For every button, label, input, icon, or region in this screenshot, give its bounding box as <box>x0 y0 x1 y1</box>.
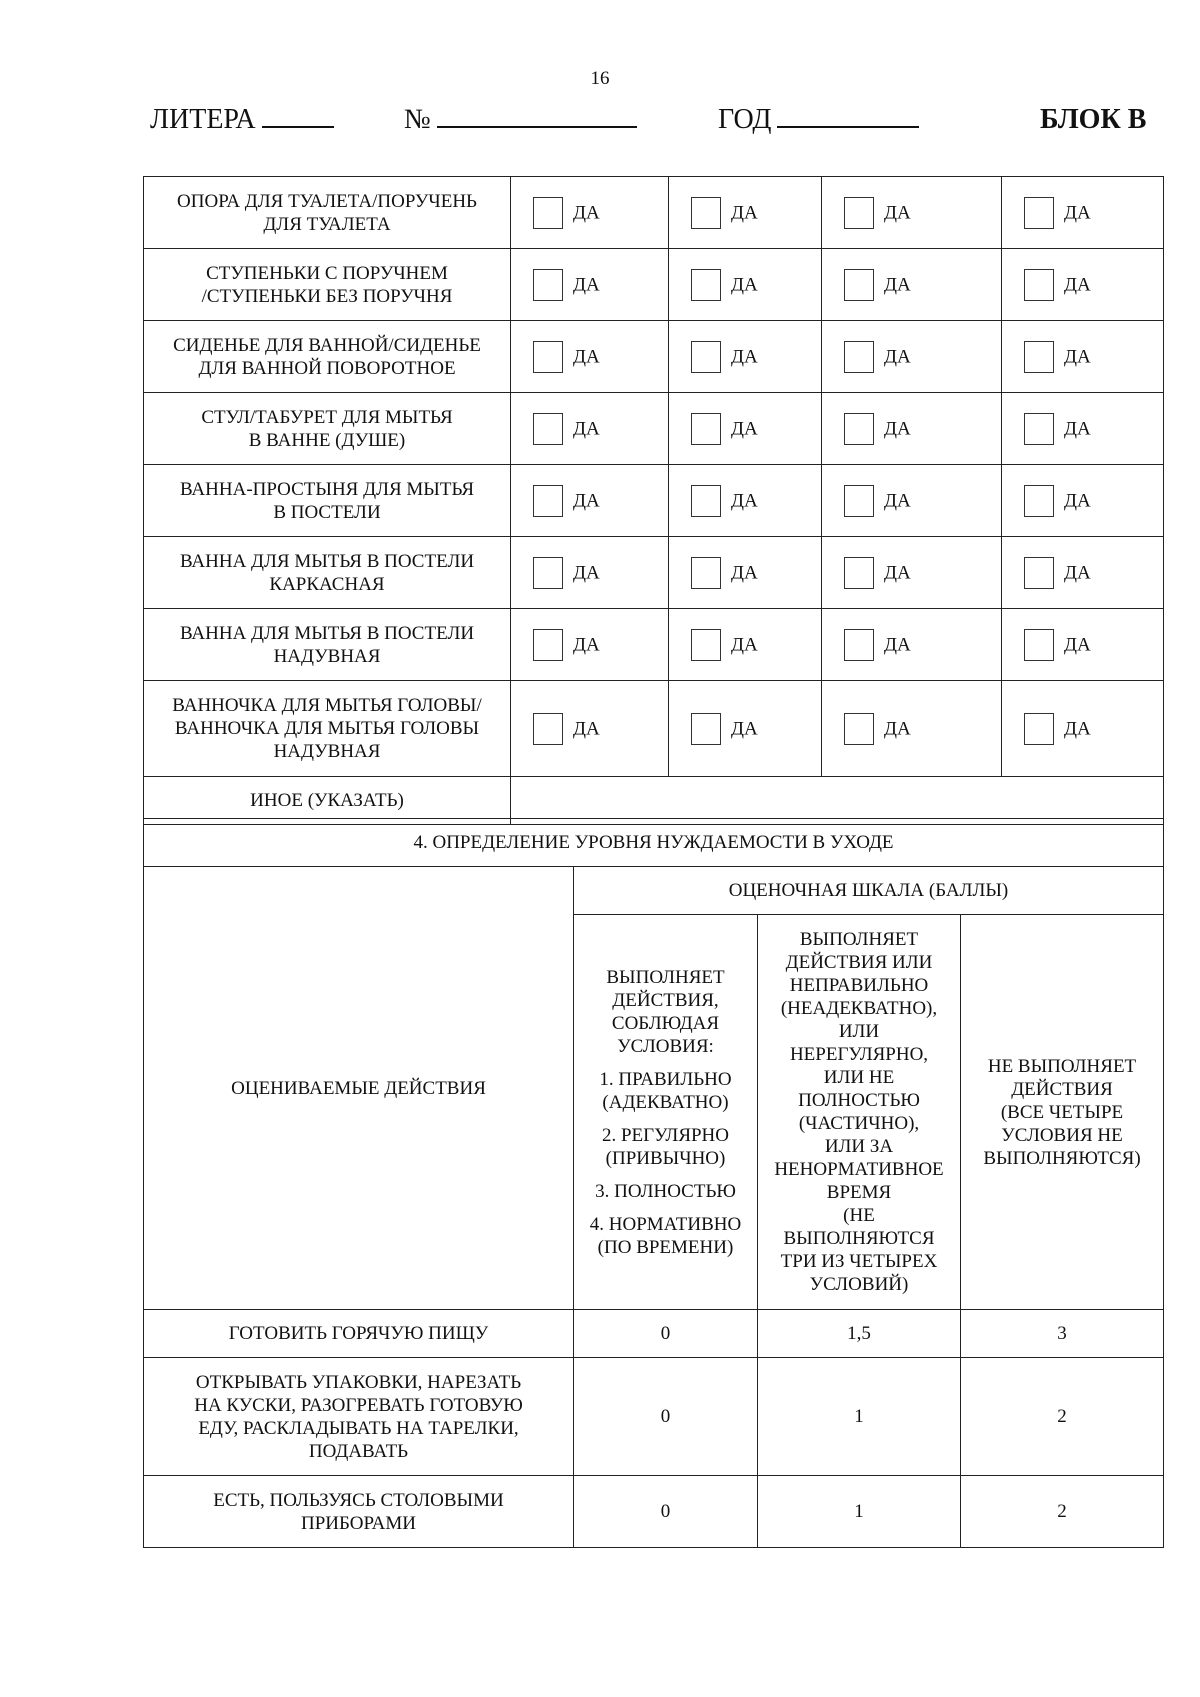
yes-checkbox[interactable] <box>691 557 721 589</box>
text-line: 1. ПРАВИЛЬНО <box>599 1068 732 1090</box>
aid-item-label <box>144 249 511 321</box>
text-line: ЕДУ, РАСКЛАДЫВАТЬ НА ТАРЕЛКИ, <box>198 1417 519 1439</box>
yes-label: ДА <box>884 634 911 655</box>
scale-col-full <box>574 915 758 1310</box>
yes-label: ДА <box>573 346 600 367</box>
yes-checkbox[interactable] <box>1024 413 1054 445</box>
text-line: УСЛОВИЯ: <box>617 1035 714 1057</box>
number-label: № <box>404 104 431 135</box>
text-line: НА КУСКИ, РАЗОГРЕВАТЬ ГОТОВУЮ <box>194 1394 523 1416</box>
text-line: ИЛИ <box>838 1021 880 1042</box>
yes-option-cell <box>1002 537 1164 609</box>
condition-item <box>574 1213 757 1259</box>
yes-checkbox[interactable] <box>533 413 563 445</box>
yes-option-cell <box>822 681 1002 777</box>
text-line: (НЕ <box>843 1205 875 1226</box>
text-line: ГОТОВИТЬ ГОРЯЧУЮ ПИЩУ <box>228 1323 489 1344</box>
yes-checkbox[interactable] <box>1024 629 1054 661</box>
text-line: СОБЛЮДАЯ <box>611 1012 720 1034</box>
yes-option-cell <box>511 609 669 681</box>
yes-checkbox[interactable] <box>844 413 874 445</box>
yes-checkbox[interactable] <box>533 713 563 745</box>
yes-label: ДА <box>731 562 758 583</box>
yes-option-cell <box>822 249 1002 321</box>
text-line: 3. ПОЛНОСТЬЮ <box>595 1180 736 1202</box>
page-number: 16 <box>590 68 610 89</box>
aid-item-label <box>144 609 511 681</box>
yes-label: ДА <box>731 274 758 295</box>
yes-label: ДА <box>884 718 911 739</box>
yes-option-cell <box>669 393 822 465</box>
text-line: ВЫПОЛНЯЮТСЯ <box>783 1228 935 1249</box>
litera-blank[interactable] <box>262 104 334 128</box>
score-cell[interactable]: 2 <box>961 1476 1164 1548</box>
score-cell[interactable]: 1 <box>758 1476 961 1548</box>
yes-checkbox[interactable] <box>1024 713 1054 745</box>
yes-label: ДА <box>573 202 600 223</box>
yes-label: ДА <box>1064 634 1091 655</box>
yes-label: ДА <box>573 490 600 511</box>
yes-option-cell <box>822 465 1002 537</box>
yes-checkbox[interactable] <box>533 485 563 517</box>
yes-option-cell <box>822 177 1002 249</box>
checklist-row <box>144 177 1164 249</box>
yes-option-cell <box>822 609 1002 681</box>
yes-label: ДА <box>884 562 911 583</box>
yes-label: ДА <box>1064 562 1091 583</box>
yes-label: ДА <box>1064 490 1091 511</box>
yes-checkbox[interactable] <box>844 197 874 229</box>
text-line: СТУПЕНЬКИ С ПОРУЧНЕМ <box>206 262 448 284</box>
yes-option-cell <box>1002 609 1164 681</box>
text-line: ОПОРА ДЛЯ ТУАЛЕТА/ПОРУЧЕНЬ <box>177 190 477 212</box>
yes-option-cell <box>669 609 822 681</box>
yes-option-cell <box>669 681 822 777</box>
text-line: ПОДАВАТЬ <box>308 1440 409 1462</box>
aid-item-label <box>144 393 511 465</box>
actions-header: ОЦЕНИВАЕМЫЕ ДЕЙСТВИЯ <box>144 867 574 1310</box>
score-cell[interactable]: 1 <box>758 1358 961 1476</box>
yes-checkbox[interactable] <box>533 341 563 373</box>
text-line: (НЕАДЕКВАТНО), <box>780 998 938 1019</box>
yes-option-cell <box>669 465 822 537</box>
yes-label: ДА <box>731 202 758 223</box>
yes-checkbox[interactable] <box>533 197 563 229</box>
yes-label: ДА <box>731 718 758 739</box>
yes-checkbox[interactable] <box>533 557 563 589</box>
yes-checkbox[interactable] <box>691 413 721 445</box>
yes-checkbox[interactable] <box>844 341 874 373</box>
text-line: ЕСТЬ, ПОЛЬЗУЯСЬ СТОЛОВЫМИ <box>213 1489 504 1511</box>
text-line: (ЧАСТИЧНО), <box>798 1113 920 1134</box>
scale-col-partial <box>758 915 961 1310</box>
text-line: ДЕЙСТВИЯ, <box>612 989 719 1011</box>
score-cell[interactable]: 0 <box>574 1358 758 1476</box>
yes-checkbox[interactable] <box>691 629 721 661</box>
yes-option-cell <box>511 177 669 249</box>
text-line: ВАННА ДЛЯ МЫТЬЯ В ПОСТЕЛИ <box>179 550 475 572</box>
text-line: (АДЕКВАТНО) <box>602 1091 729 1113</box>
action-label <box>144 1358 574 1476</box>
yes-checkbox[interactable] <box>691 197 721 229</box>
yes-option-cell <box>1002 249 1164 321</box>
yes-label: ДА <box>1064 718 1091 739</box>
text-line: ВРЕМЯ <box>826 1182 892 1203</box>
yes-label: ДА <box>884 418 911 439</box>
aid-item-label <box>144 537 511 609</box>
aid-item-label <box>144 465 511 537</box>
checklist-row <box>144 465 1164 537</box>
yes-checkbox[interactable] <box>844 557 874 589</box>
year-field <box>718 104 771 136</box>
text-line: В ПОСТЕЛИ <box>273 501 381 523</box>
text-line: ИЛИ ЗА <box>824 1136 894 1157</box>
yes-option-cell <box>1002 465 1164 537</box>
condition-item <box>574 1068 757 1114</box>
col1-intro <box>574 966 757 1058</box>
yes-option-cell <box>822 393 1002 465</box>
yes-label: ДА <box>573 562 600 583</box>
scale-header: ОЦЕНОЧНАЯ ШКАЛА (БАЛЛЫ) <box>574 867 1164 915</box>
care-needs-table <box>143 818 1164 1548</box>
yes-checkbox[interactable] <box>691 713 721 745</box>
checklist-row <box>144 681 1164 777</box>
text-line: 4. НОРМАТИВНО <box>589 1213 742 1235</box>
yes-label: ДА <box>884 202 911 223</box>
text-line: (ВСЕ ЧЕТЫРЕ <box>1000 1101 1124 1123</box>
yes-label: ДА <box>731 490 758 511</box>
care-action-row <box>144 1358 1164 1476</box>
care-action-row <box>144 1310 1164 1358</box>
text-line: ИЛИ НЕ <box>823 1067 895 1088</box>
litera-field <box>150 104 256 136</box>
yes-option-cell <box>669 249 822 321</box>
yes-label: ДА <box>573 418 600 439</box>
text-line: ДЕЙСТВИЯ ИЛИ <box>785 952 933 973</box>
text-line: 2. РЕГУЛЯРНО <box>601 1124 730 1146</box>
yes-option-cell <box>511 321 669 393</box>
text-line: ВАННОЧКА ДЛЯ МЫТЬЯ ГОЛОВЫ/ <box>172 695 482 716</box>
text-line: (ПРИВЫЧНО) <box>605 1147 726 1169</box>
yes-checkbox[interactable] <box>1024 557 1054 589</box>
yes-checkbox[interactable] <box>844 713 874 745</box>
yes-option-cell <box>669 177 822 249</box>
yes-option-cell <box>511 465 669 537</box>
yes-label: ДА <box>884 346 911 367</box>
yes-label: ДА <box>731 418 758 439</box>
yes-label: ДА <box>731 346 758 367</box>
text-line: ВЫПОЛНЯЮТСЯ) <box>983 1147 1141 1169</box>
yes-checkbox[interactable] <box>533 269 563 301</box>
yes-checkbox[interactable] <box>844 269 874 301</box>
text-line: НЕПРАВИЛЬНО <box>789 975 929 996</box>
condition-item <box>574 1124 757 1170</box>
text-line: НАДУВНАЯ <box>273 645 381 667</box>
yes-option-cell <box>511 681 669 777</box>
scale-col-none <box>961 915 1164 1310</box>
yes-option-cell <box>669 321 822 393</box>
aid-item-label <box>144 177 511 249</box>
text-line: НАДУВНАЯ <box>273 741 381 762</box>
text-line: СИДЕНЬЕ ДЛЯ ВАННОЙ/СИДЕНЬЕ <box>173 334 481 356</box>
other-label: ИНОЕ (УКАЗАТЬ) <box>144 777 511 825</box>
care-action-row <box>144 1476 1164 1548</box>
yes-checkbox[interactable] <box>1024 269 1054 301</box>
score-cell[interactable]: 0 <box>574 1476 758 1548</box>
text-line: ДЕЙСТВИЯ <box>1011 1078 1113 1100</box>
checklist-row <box>144 537 1164 609</box>
litera-label: ЛИТЕРА <box>150 104 256 135</box>
text-line: НЕ ВЫПОЛНЯЕТ <box>987 1055 1137 1077</box>
score-cell[interactable]: 0 <box>574 1310 758 1358</box>
yes-option-cell <box>511 249 669 321</box>
checklist-row <box>144 249 1164 321</box>
yes-label: ДА <box>731 634 758 655</box>
yes-checkbox[interactable] <box>844 485 874 517</box>
yes-option-cell <box>1002 321 1164 393</box>
yes-checkbox[interactable] <box>844 629 874 661</box>
text-line: ОТКРЫВАТЬ УПАКОВКИ, НАРЕЗАТЬ <box>195 1371 522 1393</box>
checklist-row <box>144 393 1164 465</box>
yes-option-cell <box>669 537 822 609</box>
text-line: ВАННОЧКА ДЛЯ МЫТЬЯ ГОЛОВЫ <box>174 718 480 739</box>
yes-option-cell <box>1002 393 1164 465</box>
yes-label: ДА <box>1064 346 1091 367</box>
text-line: НЕРЕГУЛЯРНО, <box>789 1044 929 1065</box>
aid-item-label <box>144 681 511 777</box>
text-line: ТРИ ИЗ ЧЕТЫРЕХ <box>780 1251 938 1272</box>
care-section-title: 4. ОПРЕДЕЛЕНИЕ УРОВНЯ НУЖДАЕМОСТИ В УХОДЕ <box>144 819 1164 867</box>
text-line: УСЛОВИЙ) <box>809 1274 909 1295</box>
text-line: ПОЛНОСТЬЮ <box>798 1090 920 1111</box>
text-line: СТУЛ/ТАБУРЕТ ДЛЯ МЫТЬЯ <box>201 406 453 428</box>
text-line: ПРИБОРАМИ <box>301 1512 416 1534</box>
action-label <box>144 1476 574 1548</box>
year-label: ГОД <box>718 104 772 135</box>
yes-checkbox[interactable] <box>691 269 721 301</box>
action-label <box>144 1310 574 1358</box>
yes-checkbox[interactable] <box>691 485 721 517</box>
yes-option-cell <box>822 537 1002 609</box>
text-line: /СТУПЕНЬКИ БЕЗ ПОРУЧНЯ <box>201 285 453 307</box>
text-line: ВЫПОЛНЯЕТ <box>799 929 919 950</box>
yes-checkbox[interactable] <box>1024 197 1054 229</box>
checklist-row <box>144 609 1164 681</box>
text-line: КАРКАСНАЯ <box>269 573 385 595</box>
yes-option-cell <box>511 537 669 609</box>
yes-label: ДА <box>1064 418 1091 439</box>
yes-label: ДА <box>573 274 600 295</box>
yes-checkbox[interactable] <box>691 341 721 373</box>
yes-option-cell <box>1002 681 1164 777</box>
yes-option-cell <box>822 321 1002 393</box>
yes-checkbox[interactable] <box>1024 341 1054 373</box>
score-cell[interactable]: 1,5 <box>758 1310 961 1358</box>
yes-checkbox[interactable] <box>533 629 563 661</box>
aids-checklist-table <box>143 176 1164 825</box>
number-field <box>404 104 431 136</box>
checklist-row <box>144 321 1164 393</box>
text-line: ДЛЯ ВАННОЙ ПОВОРОТНОЕ <box>198 357 456 379</box>
condition-item <box>574 1180 757 1203</box>
yes-label: ДА <box>573 634 600 655</box>
text-line: НЕНОРМАТИВНОЕ <box>774 1159 944 1180</box>
yes-label: ДА <box>1064 202 1091 223</box>
yes-checkbox[interactable] <box>1024 485 1054 517</box>
yes-option-cell <box>511 393 669 465</box>
yes-label: ДА <box>884 490 911 511</box>
yes-label: ДА <box>1064 274 1091 295</box>
year-blank[interactable] <box>777 104 919 128</box>
text-line: ВАННА ДЛЯ МЫТЬЯ В ПОСТЕЛИ <box>179 622 475 644</box>
yes-label: ДА <box>573 718 600 739</box>
score-cell[interactable]: 3 <box>961 1310 1164 1358</box>
yes-label: ДА <box>884 274 911 295</box>
text-line: ВЫПОЛНЯЕТ <box>606 966 725 988</box>
text-line: (ПО ВРЕМЕНИ) <box>597 1236 734 1258</box>
text-line: ВАННА-ПРОСТЫНЯ ДЛЯ МЫТЬЯ <box>179 478 475 500</box>
text-line: ДЛЯ ТУАЛЕТА <box>263 213 391 235</box>
block-label: БЛОК В <box>1040 104 1147 135</box>
score-cell[interactable]: 2 <box>961 1358 1164 1476</box>
form-header <box>150 104 1150 140</box>
aid-item-label <box>144 321 511 393</box>
yes-option-cell <box>1002 177 1164 249</box>
text-line: В ВАННЕ (ДУШЕ) <box>248 429 406 451</box>
text-line: УСЛОВИЯ НЕ <box>1001 1124 1123 1146</box>
number-blank[interactable] <box>437 104 637 128</box>
